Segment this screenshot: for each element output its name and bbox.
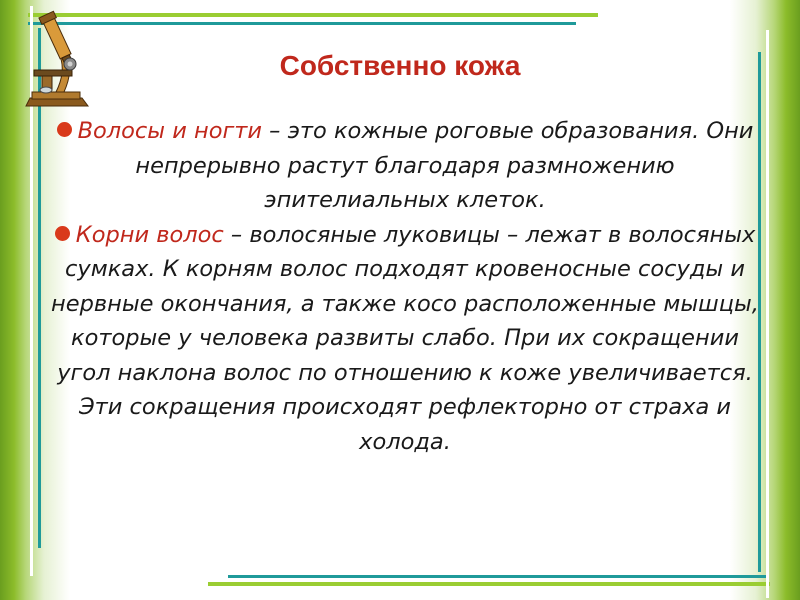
- top-accent-line-green: [28, 13, 598, 17]
- bullet-item-hair-roots: [50, 218, 760, 460]
- slide-body: [50, 114, 760, 459]
- bullet-dot-icon: [55, 226, 70, 241]
- bullet-item-hair-and-nails: [50, 114, 760, 218]
- bullet-term: Корни волос: [75, 221, 224, 248]
- bullet-text: – волосяные луковицы – лежат в волосяных сумках. К корням волос подходят кровеносные сосуды и нервные окончания, а также косо расположенные мышцы, которые у человека развиты слабо. При их сокращении угол наклона волос по отношению к коже увеличивается. Эти сокращения происходят рефлекторно от страха и холода.: [51, 221, 759, 455]
- bullet-text: – это кожные роговые образования. Они непрерывно растут благодаря размножению эпителиальных клеток.: [135, 118, 754, 213]
- right-accent-line-white: [766, 30, 769, 598]
- bottom-accent-line-green: [208, 582, 770, 586]
- top-accent-line-teal: [28, 22, 576, 25]
- bullet-term: Волосы и ногти: [77, 118, 263, 144]
- bottom-accent-line-teal: [228, 575, 768, 578]
- microscope-icon: [18, 10, 98, 110]
- slide-title: Собственно кожа: [279, 50, 521, 81]
- bullet-dot-icon: [57, 122, 72, 137]
